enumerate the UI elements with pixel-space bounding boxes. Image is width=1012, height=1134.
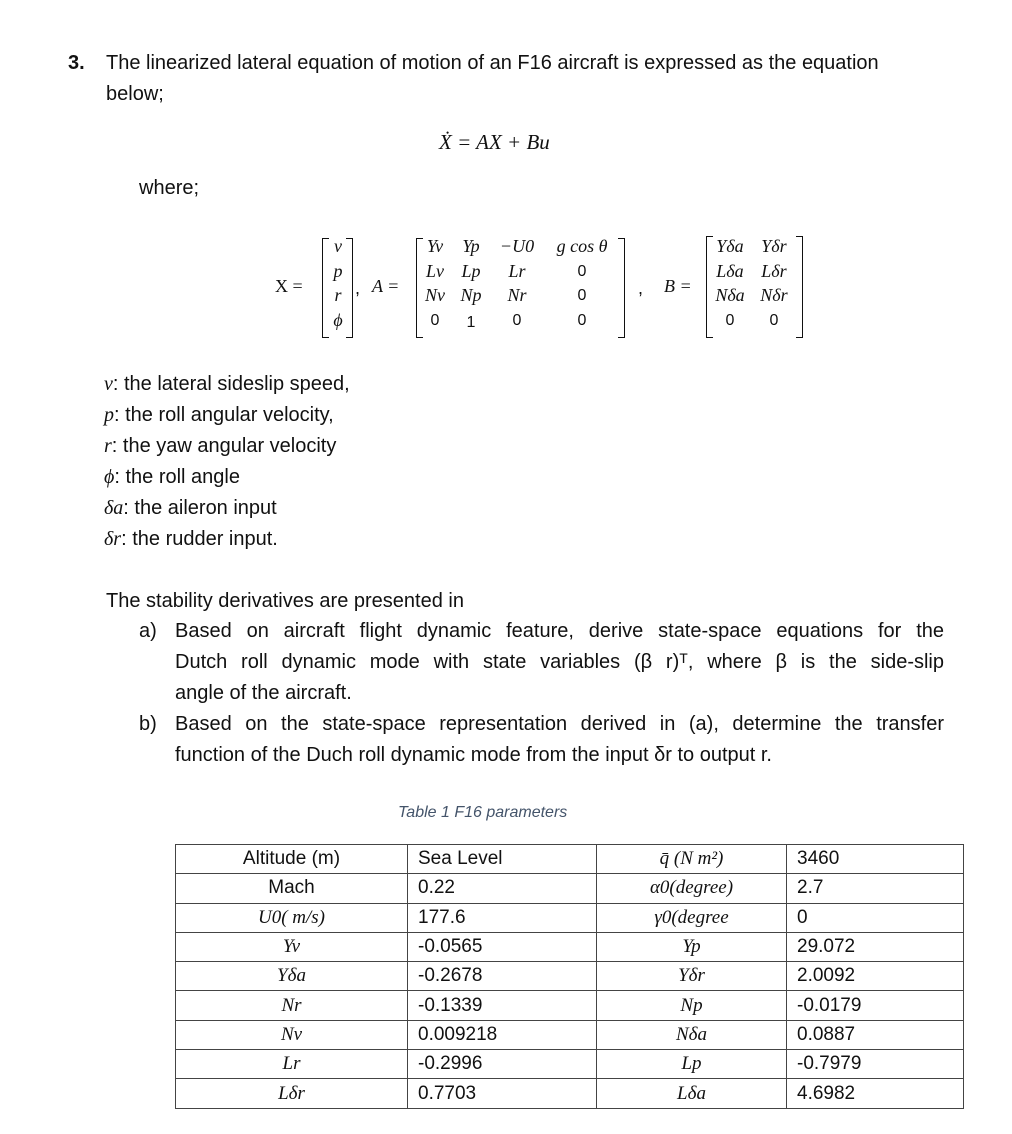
definition-item [104,404,334,427]
param-value-cell: 0 [787,903,964,932]
param-value-cell: -0.2678 [408,962,597,991]
param-name-cell: U0( m/s) [176,903,408,932]
table-caption: Table 1 F16 parameters [398,804,568,821]
a-r1-c1: Yv [426,236,444,256]
definition-text: : the yaw angular velocity [111,435,337,457]
definition-item [104,435,336,458]
definition-text: : the roll angle [114,466,240,488]
param-value-cell: 29.072 [787,932,964,961]
b-r3-c2: Nδr [760,285,788,305]
param-value-cell: 2.7 [787,874,964,903]
param-name-cell: Lδr [176,1079,408,1108]
param-value-cell: Sea Level [408,845,597,874]
param-name-cell: Nr [176,991,408,1020]
param-value-cell: -0.1339 [408,991,597,1020]
param-name-cell: Yv [176,932,408,961]
param-value-cell: 2.0092 [787,962,964,991]
b-r4-c2: 0 [769,312,779,329]
comma: , [638,278,644,298]
table-row [176,1020,964,1049]
question-number: 3. [68,52,85,74]
table-row [176,962,964,991]
a-r3-c3: Nr [507,285,527,305]
state-equation: Ẋ = AX + Bu [439,130,550,154]
param-name-cell: q̄ (N m²) [597,845,787,874]
param-value-cell: 4.6982 [787,1079,964,1108]
x-entry-r: r [334,285,342,305]
definition-item [104,466,240,489]
intro-line-2: below; [106,83,164,105]
b-r3-c1: Nδa [715,285,745,305]
table-row [176,1079,964,1108]
a-matrix-label: A = [372,276,400,296]
definition-text: : the rudder input. [121,528,278,550]
param-value-cell: -0.7979 [787,1050,964,1079]
param-name-cell: Np [597,991,787,1020]
comma: , [355,278,361,298]
table-row [176,845,964,874]
definition-symbol: p [104,404,114,426]
task-b-line-1: Based on the state-space representation derived in (a), determine the transfer [175,713,944,735]
a-r1-c2: Yp [462,236,480,256]
definition-symbol: r [104,435,112,457]
intro-line-1: The linearized lateral equation of motion of an F16 aircraft is expressed as the equation [106,52,879,74]
param-name-cell: Yδr [597,962,787,991]
a-r4-c2: 1 [466,314,476,331]
b-r1-c2: Yδr [761,236,787,256]
task-a-line-3: angle of the aircraft. [175,682,352,704]
param-value-cell: -0.0565 [408,932,597,961]
a-r1-c3: −U0 [499,236,535,256]
param-value-cell: 0.7703 [408,1079,597,1108]
definition-item [104,373,350,396]
definition-text: : the roll angular velocity, [114,404,334,426]
b-right-bracket [796,236,803,338]
table-row [176,991,964,1020]
param-value-cell: 3460 [787,845,964,874]
a-r4-c4: 0 [577,312,587,329]
a-right-bracket [618,238,625,338]
f16-parameters-table [175,844,964,1109]
param-value-cell: 177.6 [408,903,597,932]
param-name-cell: Lδa [597,1079,787,1108]
a-r2-c2: Lp [461,261,481,281]
a-r2-c4: 0 [577,263,587,280]
param-name-cell: Yp [597,932,787,961]
a-r3-c1: Nv [425,285,445,305]
a-r4-c1: 0 [430,312,440,329]
definition-symbol: ϕ [104,466,115,488]
b-r2-c2: Lδr [761,261,787,281]
definition-text: : the aileron input [123,497,277,519]
param-name-cell: Nδa [597,1020,787,1049]
table-row [176,874,964,903]
b-r2-c1: Lδa [716,261,744,281]
x-matrix-label: X = [275,276,303,296]
definition-item [104,528,278,551]
x-entry-p: p [333,261,343,281]
task-a-label: a) [139,620,157,642]
where-label: where; [139,177,200,199]
task-b-line-2: function of the Duch roll dynamic mode from the input δr to output r. [175,744,772,766]
task-a-line-2: Dutch roll dynamic mode with state variables (β r)ᵀ, where β is the side-slip [175,651,944,673]
param-value-cell: -0.2996 [408,1050,597,1079]
param-name-cell: Altitude (m) [176,845,408,874]
table-row [176,1050,964,1079]
param-value-cell: 0.0887 [787,1020,964,1049]
task-a-line-1: Based on aircraft flight dynamic feature, derive state-space equations for the [175,620,944,642]
a-r1-c4: g cos θ [556,236,608,256]
a-r2-c3: Lr [508,261,526,281]
param-value-cell: 0.22 [408,874,597,903]
x-entry-v: v [334,236,342,256]
param-name-cell: α0(degree) [597,874,787,903]
x-entry-phi: ϕ [333,310,343,330]
param-name-cell: Lp [597,1050,787,1079]
task-b-label: b) [139,713,157,735]
b-matrix-label: B = [664,276,692,296]
definition-text: : the lateral sideslip speed, [112,373,350,395]
a-r3-c4: 0 [577,287,587,304]
definition-symbol: δa [104,497,124,519]
param-name-cell: Yδa [176,962,408,991]
param-name-cell: Lr [176,1050,408,1079]
b-r1-c1: Yδa [716,236,744,256]
b-r4-c1: 0 [725,312,735,329]
definition-symbol: v [104,373,113,395]
param-name-cell: Nv [176,1020,408,1049]
param-value-cell: 0.009218 [408,1020,597,1049]
a-r4-c3: 0 [512,312,522,329]
param-value-cell: -0.0179 [787,991,964,1020]
param-name-cell: Mach [176,874,408,903]
table-row [176,903,964,932]
stability-intro: The stability derivatives are presented in [106,590,464,612]
param-name-cell: γ0(degree [597,903,787,932]
a-r2-c1: Lv [426,261,444,281]
definition-item [104,497,277,520]
a-r3-c2: Np [460,285,482,305]
table-row [176,932,964,961]
definition-symbol: δr [104,528,122,550]
